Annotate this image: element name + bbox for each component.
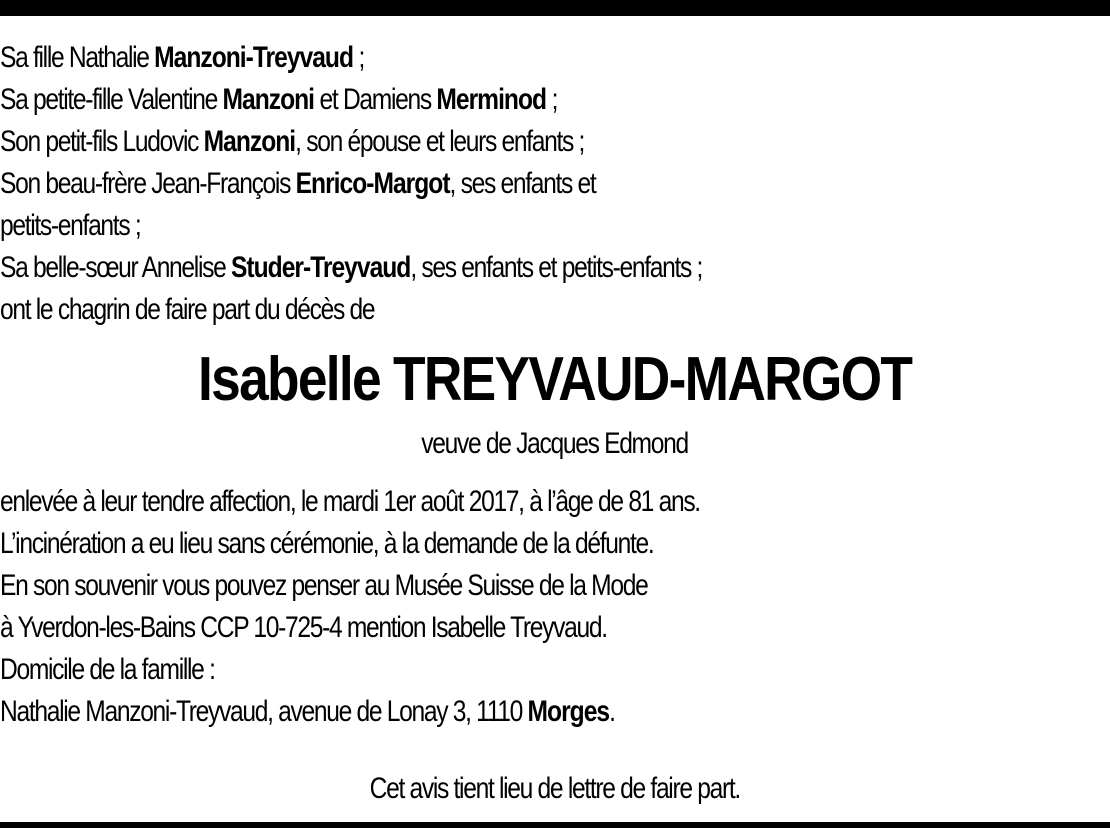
closing-note: Cet avis tient lieu de lettre de faire part.	[369, 772, 741, 805]
family-line: Son beau-frère Jean-François Enrico-Margot, ses enfants et	[0, 167, 596, 200]
family-line: Son petit-fils Ludovic Manzoni, son épouse et leurs enfants ;	[0, 125, 585, 158]
body-line: à Yverdon-les-Bains CCP 10-725-4 mention Isabelle Treyvaud.	[0, 611, 607, 644]
bottom-border-rule	[0, 822, 1110, 828]
body-line: Domicile de la famille :	[0, 653, 215, 686]
family-line: ont le chagrin de faire part du décès de	[0, 293, 375, 326]
body-line: En son souvenir vous pouvez penser au Musée Suisse de la Mode	[0, 569, 648, 602]
family-line: Sa petite-fille Valentine Manzoni et Damiens Merminod ;	[0, 83, 558, 116]
family-announcement	[0, 37, 1110, 331]
family-line: Sa fille Nathalie Manzoni-Treyvaud ;	[0, 41, 365, 74]
body-line: L’incinération a eu lieu sans cérémonie, à la demande de la défunte.	[0, 527, 654, 560]
top-border-rule	[0, 0, 1110, 16]
body-line: enlevée à leur tendre affection, le mardi 1er août 2017, à l’âge de 81 ans.	[0, 485, 700, 518]
address-line: Nathalie Manzoni-Treyvaud, avenue de Lonay 3, 1110 Morges.	[0, 695, 615, 728]
widow-of-line: veuve de Jacques Edmond	[421, 427, 689, 460]
family-line: Sa belle-sœur Annelise Studer-Treyvaud, ses enfants et petits-enfants ;	[0, 251, 703, 284]
announcement-body	[0, 481, 1110, 733]
family-line: petits-enfants ;	[0, 209, 141, 242]
deceased-name: Isabelle TREYVAUD-MARGOT	[198, 345, 912, 414]
